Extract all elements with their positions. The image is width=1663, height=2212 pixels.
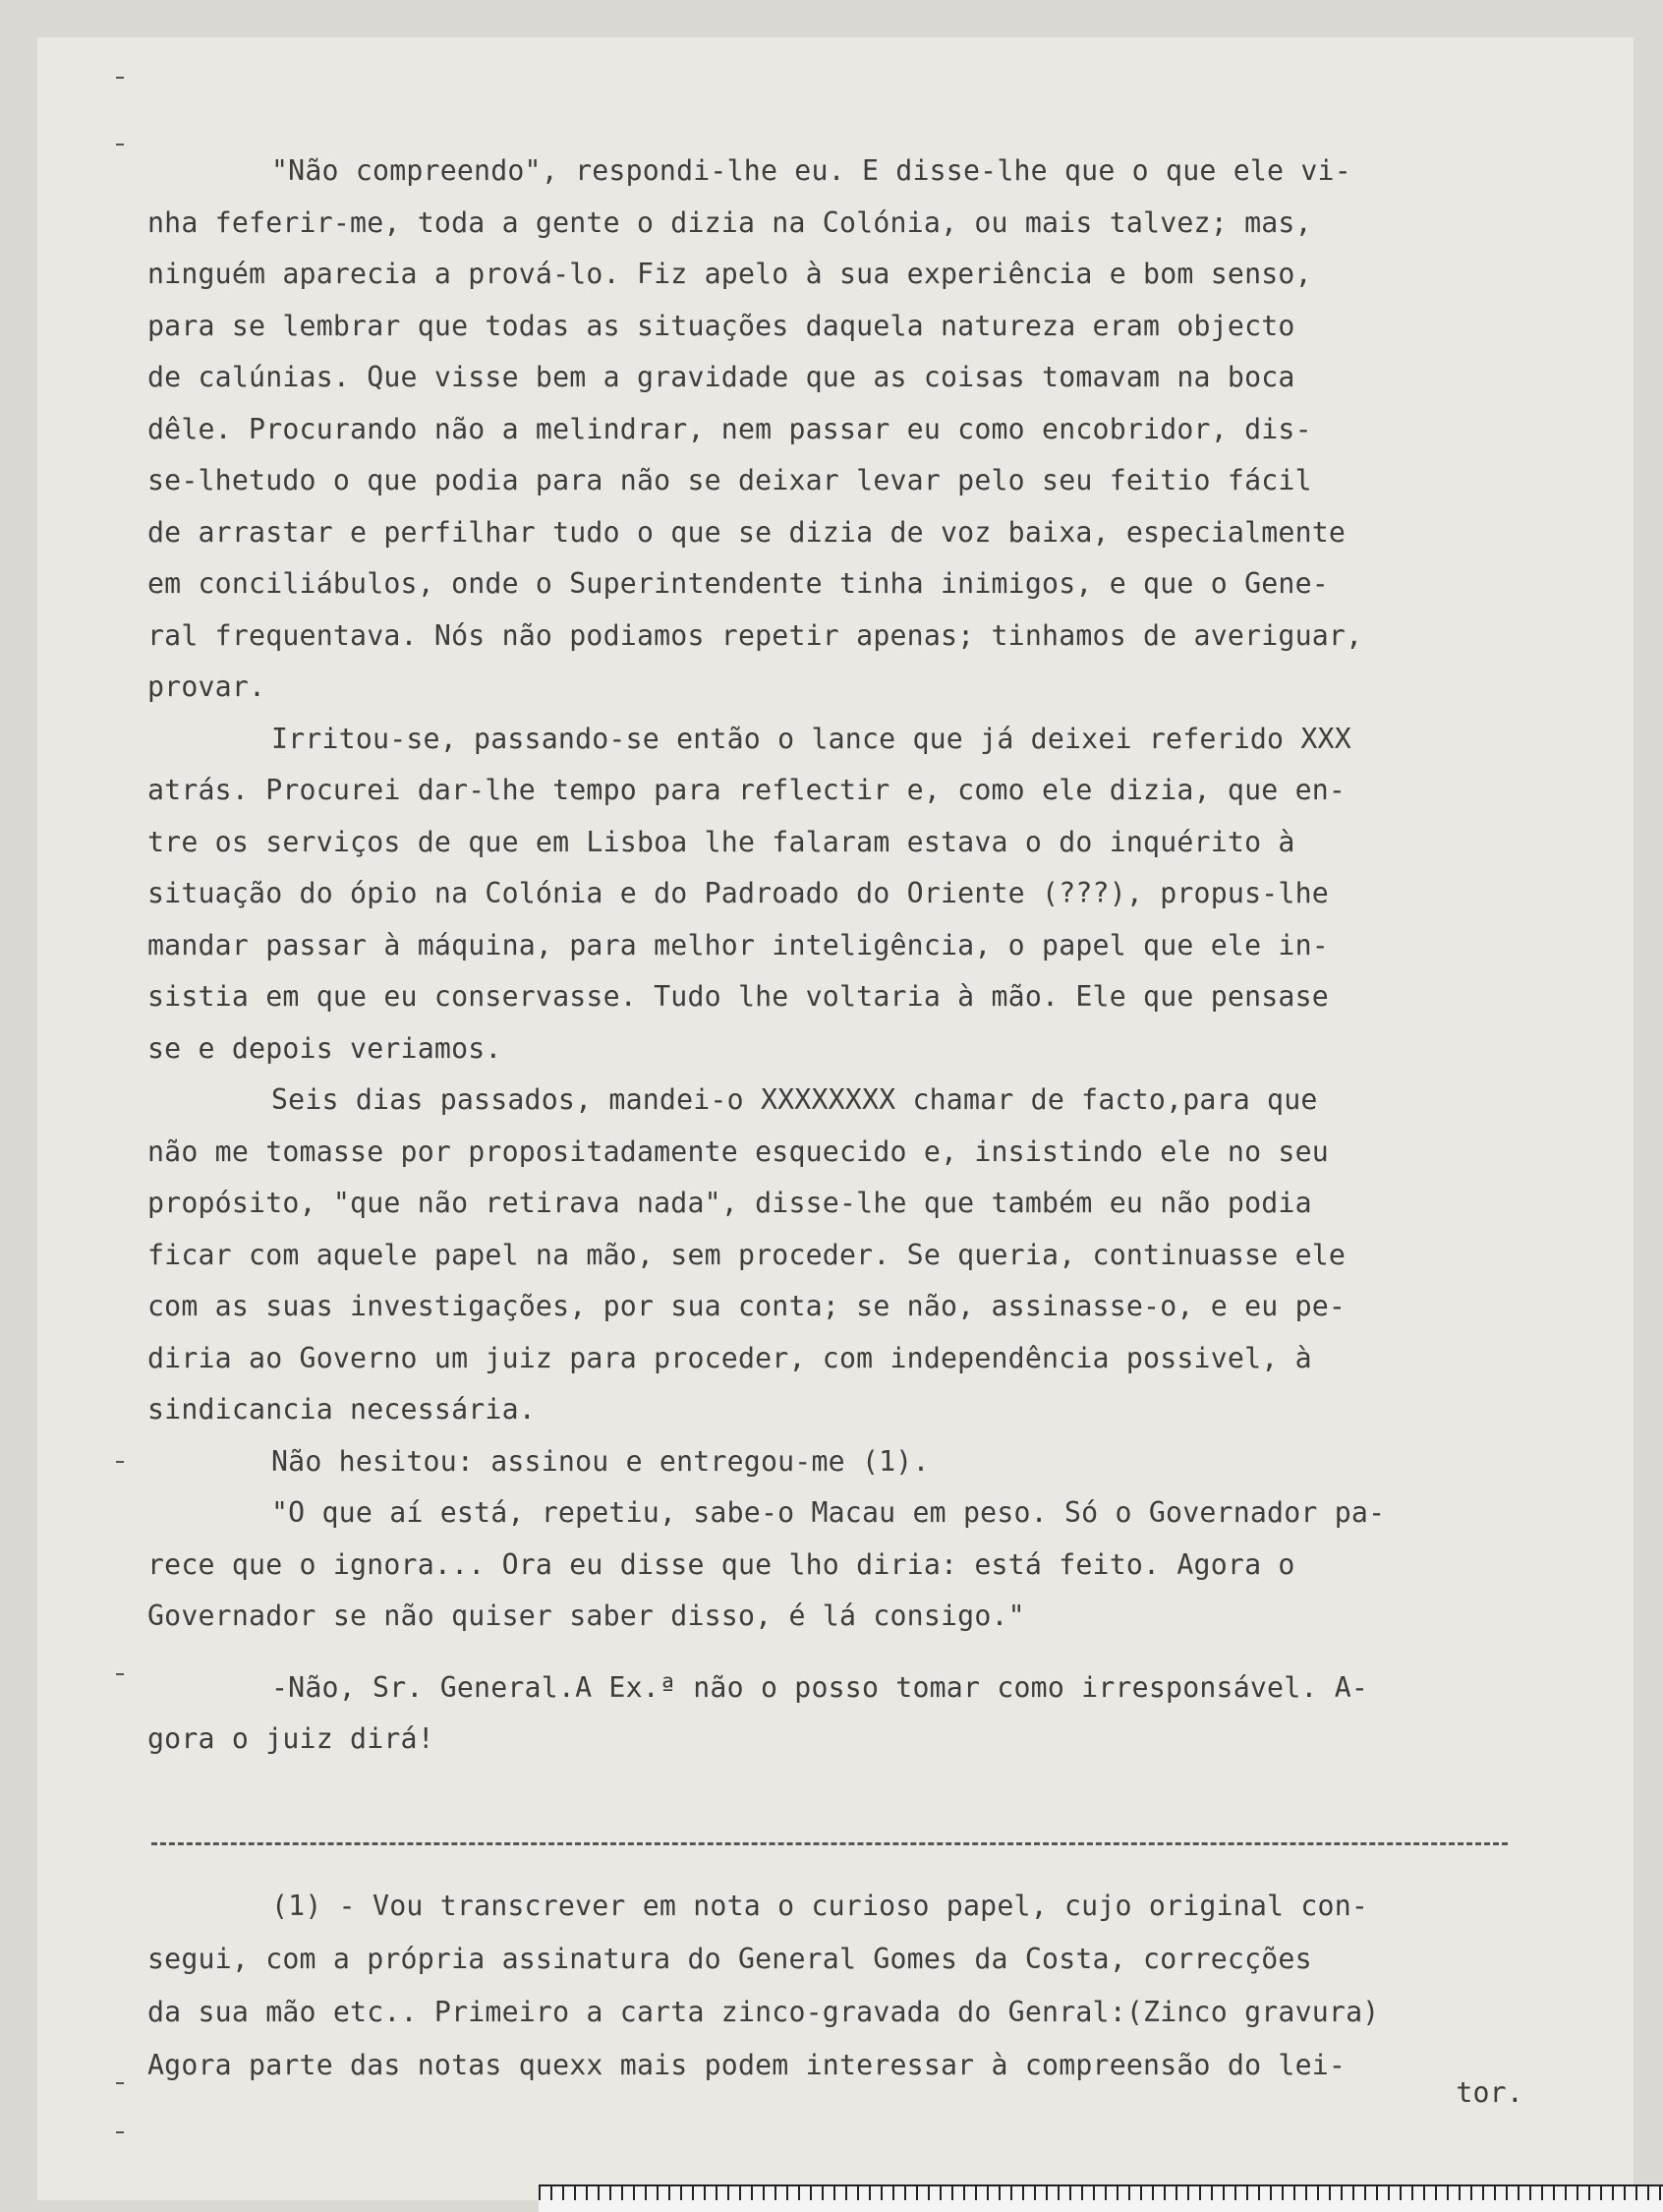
margin-mark xyxy=(116,2082,124,2084)
text-line: situação do ópio na Colónia e do Padroado do Oriente (???), propus-lhe xyxy=(147,877,1329,909)
text-line: rece que o ignora... Ora eu disse que lho diria: está feito. Agora o xyxy=(147,1547,1295,1581)
paragraph xyxy=(147,1643,1543,1766)
margin-mark xyxy=(116,144,124,146)
text-line: nha feferir-me, toda a gente o dizia na Colónia, ou mais talvez; mas, xyxy=(147,205,1312,239)
text-line: ral frequentava. Nós não podiamos repetir apenas; tinhamos de averiguar, xyxy=(147,618,1363,652)
text-line: ninguém aparecia a prová-lo. Fiz apelo à sua experiência e bom senso, xyxy=(147,258,1312,290)
text-line: diria ao Governo um juiz para proceder, com independência possivel, à xyxy=(147,1341,1312,1374)
scale-ruler xyxy=(539,2184,1663,2212)
text-line: tre os serviços de que em Lisboa lhe falaram estava o do inquérito à xyxy=(147,825,1295,858)
text-line: com as suas investigações, por sua conta; se não, assinasse-o, e eu pe- xyxy=(147,1290,1347,1322)
footnote-line: segui, com a própria assinatura do General Gomes da Costa, correcções xyxy=(147,1942,1312,1975)
text-line: de arrastar e perfilhar tudo o que se dizia de voz baixa, especialmente xyxy=(147,515,1347,549)
footnote-line: Agora parte das notas quexx mais podem interessar à compreensão do lei- xyxy=(147,2048,1347,2081)
text-line: não me tomasse por propositadamente esquecido e, insistindo ele no seu xyxy=(147,1135,1329,1168)
paragraph xyxy=(147,1075,1543,1436)
text-line: se-lhetudo o que podia para não se deixar levar pelo seu feitio fácil xyxy=(147,464,1312,496)
paragraph xyxy=(147,714,1543,1076)
text-line: propósito, "que não retirava nada", disse-lhe que também eu não podia xyxy=(147,1187,1312,1219)
paragraph xyxy=(147,1487,1543,1643)
text-line: se e depois veriamos. xyxy=(147,1031,502,1065)
text-line: Governador se não quiser saber disso, é lá consigo." xyxy=(147,1600,1025,1632)
text-line: mandar passar à máquina, para melhor inteligência, o papel que ele in- xyxy=(147,928,1329,961)
footnote-separator xyxy=(151,1842,1508,1845)
margin-mark xyxy=(116,77,124,79)
footnote-line: tor. xyxy=(1456,2075,1523,2109)
paragraph xyxy=(147,146,1543,714)
text-line: "Não compreendo", respondi-lhe eu. E disse-lhe que o que ele vi- xyxy=(271,154,1351,187)
paragraph xyxy=(147,1436,1543,1488)
text-line: "O que aí está, repetiu, sabe-o Macau em peso. Só o Governador pa- xyxy=(271,1496,1386,1529)
typescript-body xyxy=(147,146,1543,2121)
text-line: atrás. Procurei dar-lhe tempo para reflectir e, como ele dizia, que en- xyxy=(147,774,1347,806)
text-line: Não hesitou: assinou e entregou-me (1). xyxy=(271,1444,930,1478)
footnote-line: da sua mão etc.. Primeiro a carta zinco-gravada do Genral:(Zinco gravura) xyxy=(147,1995,1380,2028)
text-line: de calúnias. Que visse bem a gravidade que as coisas tomavam na boca xyxy=(147,361,1295,393)
text-line: sindicancia necessária. xyxy=(147,1393,536,1426)
text-line: Seis dias passados, mandei-o XXXXXXXX chamar de facto,para que xyxy=(271,1083,1318,1116)
text-line: -Não, Sr. General.A Ex.ª não o posso tomar como irresponsável. A- xyxy=(271,1670,1369,1704)
footnote xyxy=(147,1881,1543,2121)
footnote-line: (1) - Vou transcrever em nota o curioso papel, cujo original con- xyxy=(271,1889,1369,1922)
margin-mark xyxy=(116,1673,124,1675)
text-line: sistia em que eu conservasse. Tudo lhe voltaria à mão. Ele que pensase xyxy=(147,980,1329,1013)
margin-mark xyxy=(116,2131,124,2133)
paragraphs xyxy=(147,146,1543,1766)
text-line: provar. xyxy=(147,670,266,703)
text-line: Irritou-se, passando-se então o lance que já deixei referido XXX xyxy=(271,722,1351,755)
text-line: dêle. Procurando não a melindrar, nem passar eu como encobridor, dis- xyxy=(147,412,1312,445)
text-line: ficar com aquele papel na mão, sem proceder. Se queria, continuasse ele xyxy=(147,1238,1347,1271)
text-line: para se lembrar que todas as situações daquela natureza eram objecto xyxy=(147,309,1295,342)
margin-mark xyxy=(116,1461,124,1463)
text-line: gora o juiz dirá! xyxy=(147,1722,434,1755)
text-line: em conciliábulos, onde o Superintendente tinha inimigos, e que o Gene- xyxy=(147,567,1329,600)
